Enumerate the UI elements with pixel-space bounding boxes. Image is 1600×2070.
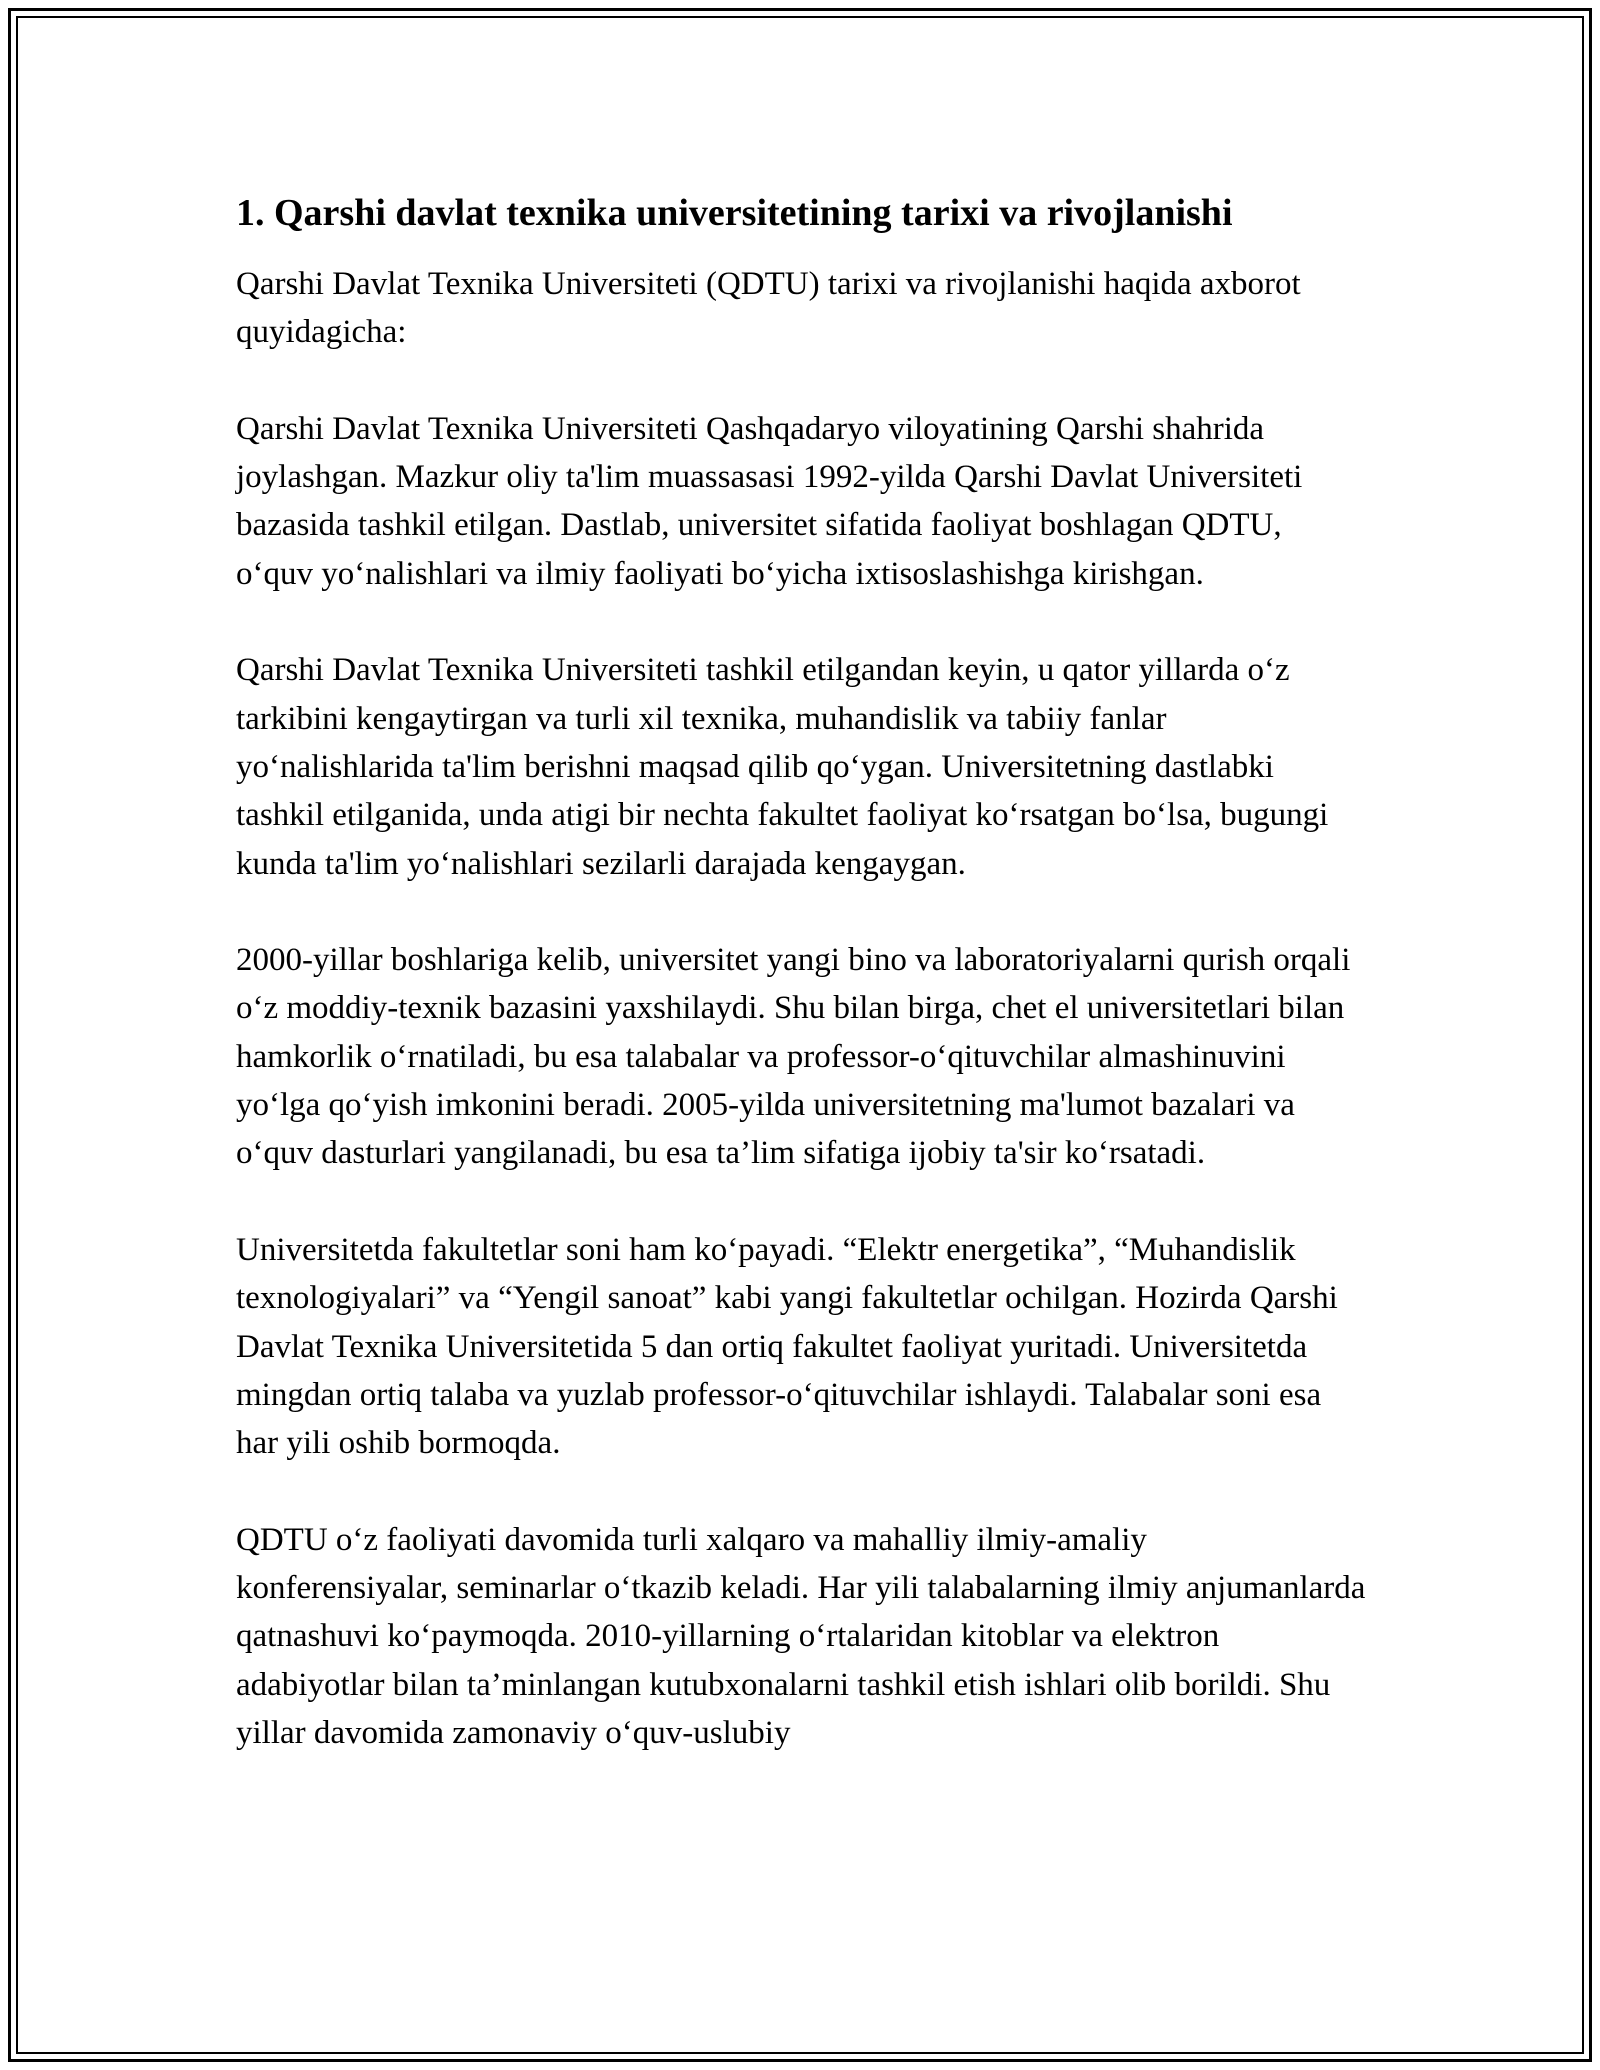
paragraph-2000s: 2000-yillar boshlariga kelib, universitet yangi bino va laboratoriyalarni qurish orqali oʻz moddiy-texnik bazasini yaxshilaydi. Shu bilan birga, chet el universitetlari bilan hamkorlik oʻrnatiladi, bu esa talabalar va professor-oʻqituvchilar almashinuvini yoʻlga qoʻyish imkonini beradi. 2005-yilda universitetning ma'lumot bazalari va oʻquv dasturlari yangilanadi, bu esa ta’lim sifatiga ijobiy ta'sir koʻrsatadi. [236,942,1351,1172]
paragraph-intro: Qarshi Davlat Texnika Universiteti (QDTU) tarixi va rivojlanishi haqida axborot quyidagicha: [236,266,1301,351]
paragraph-expansion: Qarshi Davlat Texnika Universiteti tashkil etilgandan keyin, u qator yillarda oʻz tarkibini kengaytirgan va turli xil texnika, muhandislik va tabiiy fanlar yoʻnalishlarida ta'lim berishni maqsad qilib qoʻygan. Universitetning dastlabki tashkil etilganida, unda atigi bir nechta fakultet faoliyat koʻrsatgan boʻlsa, bugungi kunda ta'lim yoʻnalishlari sezilarli darajada kengaygan. [236,652,1329,882]
document-body [236,186,1366,1806]
section-heading: 1. Qarshi davlat texnika universitetining tarixi va rivojlanishi [236,192,1233,234]
paragraph-conferences: QDTU oʻz faoliyati davomida turli xalqaro va mahalliy ilmiy-amaliy konferensiyalar, seminarlar oʻtkazib keladi. Har yili talabalarning ilmiy anjumanlarda qatnashuvi koʻpaymoqda. 2010-yillarning oʻrtalaridan kitoblar va elektron adabiyotlar bilan ta’minlangan kutubxonalarni tashkil etish ishlari olib borildi. Shu yillar davomida zamonaviy oʻquv-uslubiy [236,1521,1366,1751]
paragraph-location: Qarshi Davlat Texnika Universiteti Qashqadaryo viloyatining Qarshi shahrida joylashgan. Mazkur oliy ta'lim muassasasi 1992-yilda Qarshi Davlat Universiteti bazasida tashkil etilgan. Dastlab, universitet sifatida faoliyat boshlagan QDTU, oʻquv yoʻnalishlari va ilmiy faoliyati boʻyicha ixtisoslashishga kirishgan. [236,410,1303,592]
paragraph-faculties: Universitetda fakultetlar soni ham koʻpayadi. “Elektr energetika”, “Muhandislik texnologiyalari” va “Yengil sanoat” kabi yangi fakultetlar ochilgan. Hozirda Qarshi Davlat Texnika Universitetida 5 dan ortiq fakultet faoliyat yuritadi. Universitetda mingdan ortiq talaba va yuzlab professor-oʻqituvchilar ishlaydi. Talabalar soni esa har yili oshib bormoqda. [236,1231,1338,1462]
